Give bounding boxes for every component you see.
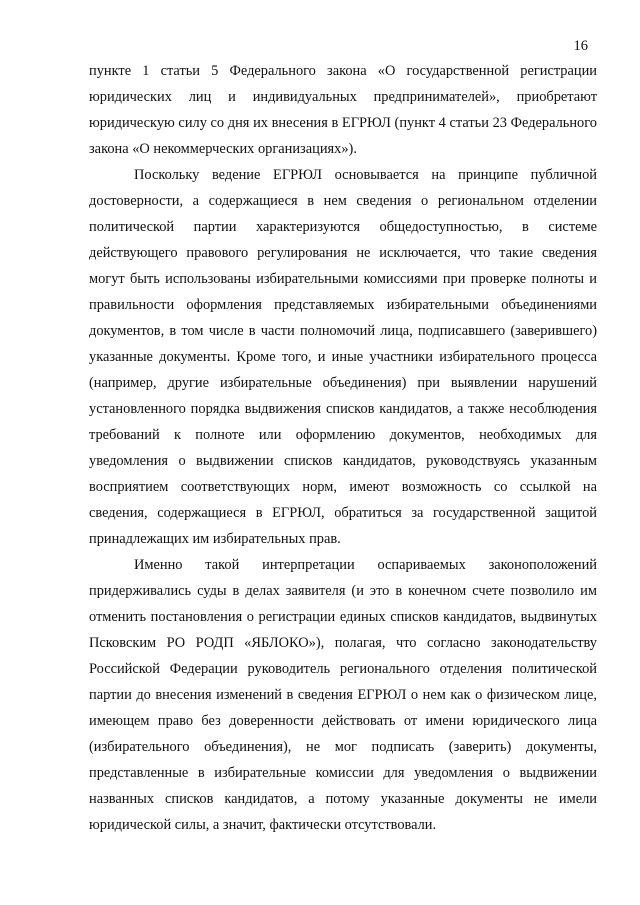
page-number: 16	[573, 38, 588, 54]
document-body	[89, 58, 597, 838]
paragraph-continuation: пункте 1 статьи 5 Федерального закона «О государственной регистрации юридических лиц и индивидуальных предпринимателей», приобретают юридическую силу со дня их внесения в ЕГРЮЛ (пункт 4 статьи 23 Федерального закона «О некоммерческих организациях»).	[89, 63, 597, 157]
paragraph-egrul-reliability: Поскольку ведение ЕГРЮЛ основывается на принципе публичной достоверности, а содержащиеся в нем сведения о региональном отделении политической партии характеризуются общедоступностью, в системе действующего правового регулирования не исключается, что такие сведения могут быть использованы избирательными комиссиями при проверке полноты и правильности оформления представляемых избирательными объединениями документов, в том числе в части полномочий лица, подписавшего (заверившего) указанные документы. Кроме того, и иные участники избирательного процесса (например, другие избирательные объединения) при выявлении нарушений установленного порядка выдвижения списков кандидатов, а также несоблюдения требований к полноте или оформлению документов, необходимых для уведомления о выдвижении списков кандидатов, руководствуясь указанным восприятием соответствующих норм, имеют возможность со ссылкой на сведения, содержащиеся в ЕГРЮЛ, обратиться за государственной защитой принадлежащих им избирательных прав.	[89, 167, 597, 547]
paragraph-court-interpretation: Именно такой интерпретации оспариваемых законоположений придерживались суды в делах заявителя (и это в конечном счете позволило им отменить постановления о регистрации единых списков кандидатов, выдвинутых Псковским РО РОДП «ЯБЛОКО»), полагая, что согласно законодательству Российской Федерации руководитель регионального отделения политической партии до внесения изменений в сведения ЕГРЮЛ о нем как о физическом лице, имеющем право без доверенности действовать от имени юридического лица (избирательного объединения), не мог подписать (заверить) документы, представленные в избирательные комиссии для уведомления о выдвижении названных списков кандидатов, а потому указанные документы не имели юридической силы, а значит, фактически отсутствовали.	[89, 557, 597, 833]
